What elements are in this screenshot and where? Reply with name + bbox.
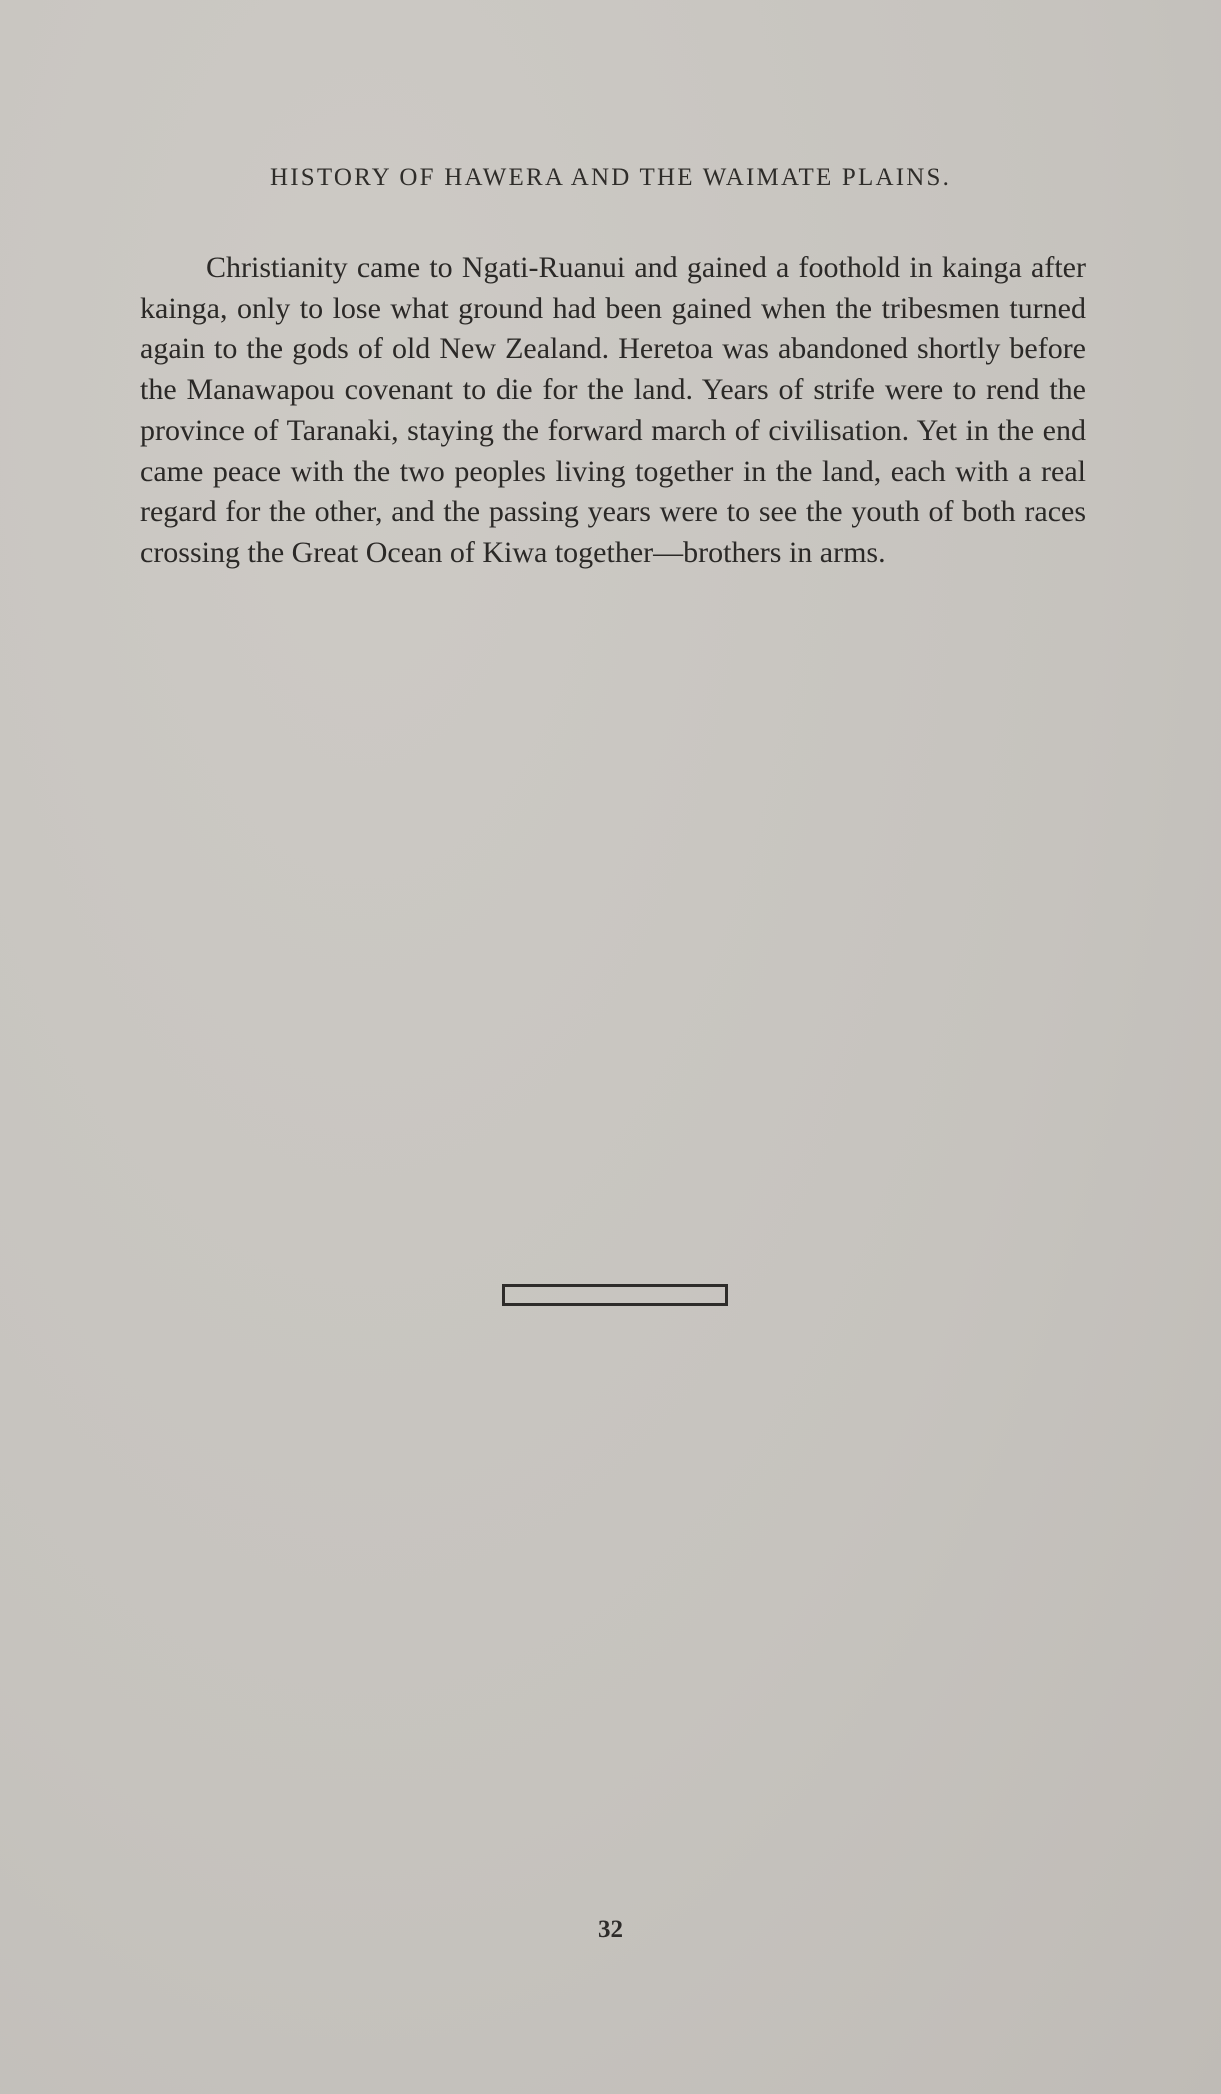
end-ornament	[502, 1284, 728, 1306]
body-text	[140, 248, 1086, 574]
page-number: 32	[598, 1916, 623, 1943]
running-head: HISTORY OF HAWERA AND THE WAIMATE PLAINS.	[269, 164, 952, 191]
paragraph: Christianity came to Ngati-Ruanui and gained a foothold in kainga after kainga, only to lose what ground had been gained when the tribesmen turned again to the gods of old New Zealand. Heretoa was abandoned shortly before the Manawapou covenant to die for the land. Years of strife were to rend the province of Taranaki, staying the forward march of civilisation. Yet in the end came peace with the two peoples living together in the land, each with a real regard for the other, and the passing years were to see the youth of both races crossing the Great Ocean of Kiwa together—brothers in arms.	[140, 251, 1086, 569]
